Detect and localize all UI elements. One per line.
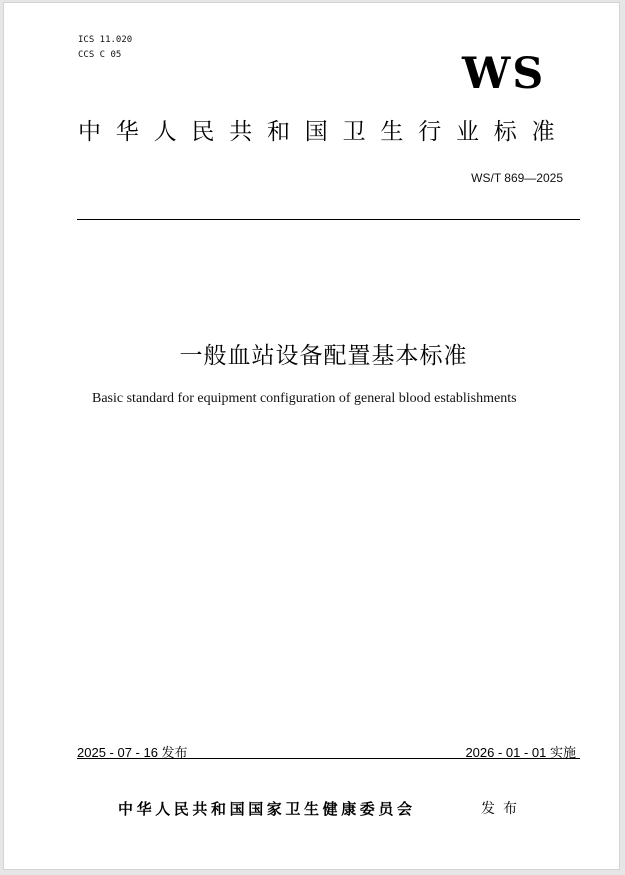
classification-codes: [78, 33, 132, 63]
publisher-name: 中华人民共和国国家卫生健康委员会: [118, 800, 416, 818]
standard-number: WS/T 869—2025: [471, 171, 563, 185]
ws-logo: WS: [462, 49, 546, 99]
issue-date: 2025 - 07 - 16 发布: [77, 745, 188, 760]
document-title-english: Basic standard for equipment configuration of general blood establishments: [92, 391, 517, 406]
footer-divider: [77, 758, 580, 759]
document-page: [3, 2, 620, 870]
publish-label: 发布: [481, 801, 525, 817]
document-title-chinese: 一般血站设备配置基本标准: [179, 343, 468, 369]
agency-heading: 中华人民共和国卫生行业标准: [78, 119, 570, 145]
ics-code: ICS 11.020: [78, 35, 133, 45]
ccs-code: CCS C 05: [78, 50, 122, 60]
header-divider: [77, 219, 580, 220]
effective-date: 2026 - 01 - 01 实施: [465, 745, 576, 760]
